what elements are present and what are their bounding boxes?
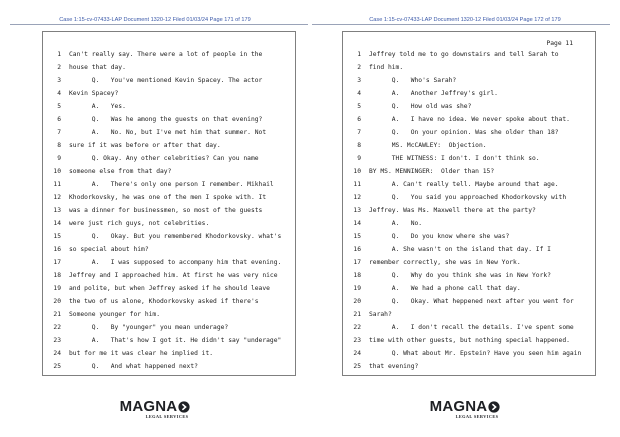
case-header: Case 1:15-cv-07433-LAP Document 1320-12 Filed 01/03/24 Page 172 of 179 bbox=[369, 17, 561, 23]
line-number: 17 bbox=[353, 259, 361, 266]
line-number: 3 bbox=[57, 77, 61, 84]
line-text: Q. How old was she? bbox=[369, 103, 472, 110]
transcript-line bbox=[343, 61, 595, 74]
line-text: Q. On your opinion. Was she older than 18? bbox=[369, 129, 559, 136]
line-text: Q. Was he among the guests on that evening? bbox=[69, 116, 263, 123]
line-text: sure if it was before or after that day. bbox=[69, 142, 221, 149]
transcript-page-right bbox=[310, 0, 620, 437]
line-text: Q. And what happened next? bbox=[69, 363, 198, 370]
line-number: 15 bbox=[53, 233, 61, 240]
line-text: A. I was supposed to accompany him that evening. bbox=[69, 259, 282, 266]
transcript-line bbox=[343, 282, 595, 295]
transcript-line bbox=[43, 347, 295, 360]
line-text: Q. Okay. But you remembered Khodorkovsky. what's bbox=[69, 233, 282, 240]
transcript-line bbox=[343, 360, 595, 373]
logo-wordmark: MAGNA bbox=[119, 398, 178, 415]
transcript-line bbox=[343, 100, 595, 113]
line-number: 24 bbox=[53, 350, 61, 357]
transcript-line bbox=[43, 61, 295, 74]
line-text: Jeffrey told me to go downstairs and tell Sarah to bbox=[369, 51, 559, 58]
transcript-line bbox=[43, 269, 295, 282]
line-number: 23 bbox=[353, 337, 361, 344]
line-number: 7 bbox=[57, 129, 61, 136]
transcript-line bbox=[43, 87, 295, 100]
header-rule bbox=[10, 24, 308, 25]
line-text: A. That's how I got it. He didn't say "underage" bbox=[69, 337, 282, 344]
line-text: Q. Who's Sarah? bbox=[369, 77, 457, 84]
line-text: the two of us alone, Khodorkovsky asked if there's bbox=[69, 298, 259, 305]
line-number: 9 bbox=[57, 155, 61, 162]
transcript-line bbox=[43, 126, 295, 139]
transcript-line bbox=[343, 139, 595, 152]
line-number: 10 bbox=[53, 168, 61, 175]
transcript-line bbox=[43, 191, 295, 204]
transcript-line bbox=[343, 308, 595, 321]
line-number: 2 bbox=[357, 64, 361, 71]
line-number: 21 bbox=[353, 311, 361, 318]
line-number: 11 bbox=[353, 181, 361, 188]
line-number: 14 bbox=[53, 220, 61, 227]
transcript-line bbox=[343, 126, 595, 139]
line-number: 3 bbox=[357, 77, 361, 84]
transcript-line bbox=[343, 230, 595, 243]
transcript-line bbox=[43, 360, 295, 373]
transcript-line bbox=[343, 152, 595, 165]
transcript-line bbox=[43, 113, 295, 126]
transcript-line bbox=[43, 217, 295, 230]
line-number: 11 bbox=[53, 181, 61, 188]
line-text: A. Yes. bbox=[69, 103, 126, 110]
transcript-box bbox=[42, 31, 296, 376]
line-number: 13 bbox=[353, 207, 361, 214]
line-text: A. I have no idea. We never spoke about that. bbox=[369, 116, 570, 123]
line-text: A. We had a phone call that day. bbox=[369, 285, 521, 292]
line-text: A. No. No, but I've met him that summer. Not bbox=[69, 129, 267, 136]
transcript-line bbox=[343, 256, 595, 269]
line-text: Sarah? bbox=[369, 311, 392, 318]
line-number: 9 bbox=[357, 155, 361, 162]
line-text: Khodorkovsky, he was one of the men I spoke with. It bbox=[69, 194, 267, 201]
line-text: THE WITNESS: I don't. I don't think so. bbox=[369, 155, 540, 162]
line-number: 24 bbox=[353, 350, 361, 357]
line-text: Jeffrey. Was Ms. Maxwell there at the party? bbox=[369, 207, 536, 214]
line-text: BY MS. MENNINGER: Older than 15? bbox=[369, 168, 495, 175]
transcript-line bbox=[343, 178, 595, 191]
transcript-line bbox=[343, 74, 595, 87]
line-text: A. Another Jeffrey's girl. bbox=[369, 90, 498, 97]
transcript-line bbox=[43, 204, 295, 217]
line-number: 21 bbox=[53, 311, 61, 318]
transcript-line bbox=[43, 334, 295, 347]
line-number: 5 bbox=[57, 103, 61, 110]
line-text: Q. By "younger" you mean underage? bbox=[69, 324, 229, 331]
line-text: someone else from that day? bbox=[69, 168, 172, 175]
transcript-line bbox=[43, 282, 295, 295]
logo-subtitle: LEGAL SERVICES bbox=[455, 414, 499, 419]
line-text: that evening? bbox=[369, 363, 419, 370]
transcript-line bbox=[343, 87, 595, 100]
transcript-line bbox=[343, 347, 595, 360]
arrow-circle-icon bbox=[488, 401, 500, 413]
transcript-line bbox=[343, 243, 595, 256]
line-number: 23 bbox=[53, 337, 61, 344]
transcript-line bbox=[43, 165, 295, 178]
line-number: 22 bbox=[353, 324, 361, 331]
line-text: Someone younger for him. bbox=[69, 311, 160, 318]
line-number: 6 bbox=[357, 116, 361, 123]
transcript-box bbox=[342, 31, 596, 376]
transcript-line bbox=[43, 48, 295, 61]
transcript-line bbox=[343, 217, 595, 230]
transcript-line bbox=[43, 152, 295, 165]
transcript-line bbox=[343, 165, 595, 178]
header-rule bbox=[312, 24, 610, 25]
transcript-line bbox=[43, 230, 295, 243]
transcript-line bbox=[343, 334, 595, 347]
line-number: 13 bbox=[53, 207, 61, 214]
line-number: 2 bbox=[57, 64, 61, 71]
line-number: 22 bbox=[53, 324, 61, 331]
line-text: time with other guests, but nothing special happened. bbox=[369, 337, 570, 344]
line-number: 17 bbox=[53, 259, 61, 266]
line-text: Q. Okay. Any other celebrities? Can you name bbox=[69, 155, 259, 162]
line-number: 18 bbox=[353, 272, 361, 279]
line-number: 4 bbox=[357, 90, 361, 97]
line-number: 19 bbox=[353, 285, 361, 292]
line-number: 12 bbox=[53, 194, 61, 201]
line-text: Q. Do you know where she was? bbox=[369, 233, 510, 240]
line-text: A. There's only one person I remember. Mikhail bbox=[69, 181, 274, 188]
transcript-line bbox=[43, 100, 295, 113]
line-number: 4 bbox=[57, 90, 61, 97]
transcript-line bbox=[343, 48, 595, 61]
line-number: 16 bbox=[353, 246, 361, 253]
line-text: and polite, but when Jeffrey asked if he should leave bbox=[69, 285, 270, 292]
line-text: Kevin Spacey? bbox=[69, 90, 119, 97]
line-number: 10 bbox=[353, 168, 361, 175]
transcript-line bbox=[43, 295, 295, 308]
transcript-line bbox=[343, 295, 595, 308]
logo-subtitle: LEGAL SERVICES bbox=[145, 414, 189, 419]
line-number: 8 bbox=[357, 142, 361, 149]
line-number: 16 bbox=[53, 246, 61, 253]
transcript-line bbox=[343, 204, 595, 217]
line-text: A. She wasn't on the island that day. If I bbox=[369, 246, 551, 253]
line-text: A. I don't recall the details. I've spent some bbox=[369, 324, 574, 331]
line-text: were just rich guys, not celebrities. bbox=[69, 220, 210, 227]
transcript-line bbox=[43, 178, 295, 191]
logo-wordmark: MAGNA bbox=[429, 398, 488, 415]
line-text: find him. bbox=[369, 64, 404, 71]
line-text: house that day. bbox=[69, 64, 126, 71]
transcript-line bbox=[343, 321, 595, 334]
line-text: Q. What about Mr. Epstein? Have you seen him again bbox=[369, 350, 582, 357]
line-number: 8 bbox=[57, 142, 61, 149]
line-text: Q. You said you approached Khodorkovsky with bbox=[369, 194, 567, 201]
line-number: 18 bbox=[53, 272, 61, 279]
line-number: 19 bbox=[53, 285, 61, 292]
transcript-line bbox=[43, 256, 295, 269]
transcript-line bbox=[43, 74, 295, 87]
line-number: 1 bbox=[57, 51, 61, 58]
line-text: Q. Why do you think she was in New York? bbox=[369, 272, 551, 279]
line-text: was a dinner for businessmen, so most of the guests bbox=[69, 207, 263, 214]
transcript-line bbox=[43, 139, 295, 152]
page-number: Page 11 bbox=[546, 40, 573, 47]
case-header: Case 1:15-cv-07433-LAP Document 1320-12 Filed 01/03/24 Page 171 of 179 bbox=[59, 17, 251, 23]
line-text: Can't really say. There were a lot of people in the bbox=[69, 51, 263, 58]
transcript-line bbox=[43, 308, 295, 321]
line-number: 20 bbox=[353, 298, 361, 305]
transcript-line bbox=[43, 321, 295, 334]
line-number: 6 bbox=[57, 116, 61, 123]
line-text: Q. Okay. What heppened next after you went for bbox=[369, 298, 574, 305]
transcript-line bbox=[43, 243, 295, 256]
line-number: 5 bbox=[357, 103, 361, 110]
magna-logo bbox=[0, 396, 310, 419]
line-text: Jeffrey and I approached him. At first he was very nice bbox=[69, 272, 278, 279]
magna-logo bbox=[310, 396, 620, 419]
line-text: so special about him? bbox=[69, 246, 149, 253]
transcript-line bbox=[343, 113, 595, 126]
line-number: 15 bbox=[353, 233, 361, 240]
line-number: 1 bbox=[357, 51, 361, 58]
line-text: A. Can't really tell. Maybe around that age. bbox=[369, 181, 559, 188]
line-number: 20 bbox=[53, 298, 61, 305]
transcript-line bbox=[343, 191, 595, 204]
transcript-line bbox=[343, 269, 595, 282]
line-text: but for me it was clear he implied it. bbox=[69, 350, 214, 357]
line-text: Q. You've mentioned Kevin Spacey. The actor bbox=[69, 77, 263, 84]
line-text: MS. McCAWLEY: Objection. bbox=[369, 142, 487, 149]
line-number: 7 bbox=[357, 129, 361, 136]
line-number: 25 bbox=[353, 363, 361, 370]
line-number: 14 bbox=[353, 220, 361, 227]
line-number: 25 bbox=[53, 363, 61, 370]
arrow-circle-icon bbox=[178, 401, 190, 413]
line-number: 12 bbox=[353, 194, 361, 201]
line-text: A. No. bbox=[369, 220, 423, 227]
line-text: remember correctly, she was in New York. bbox=[369, 259, 521, 266]
